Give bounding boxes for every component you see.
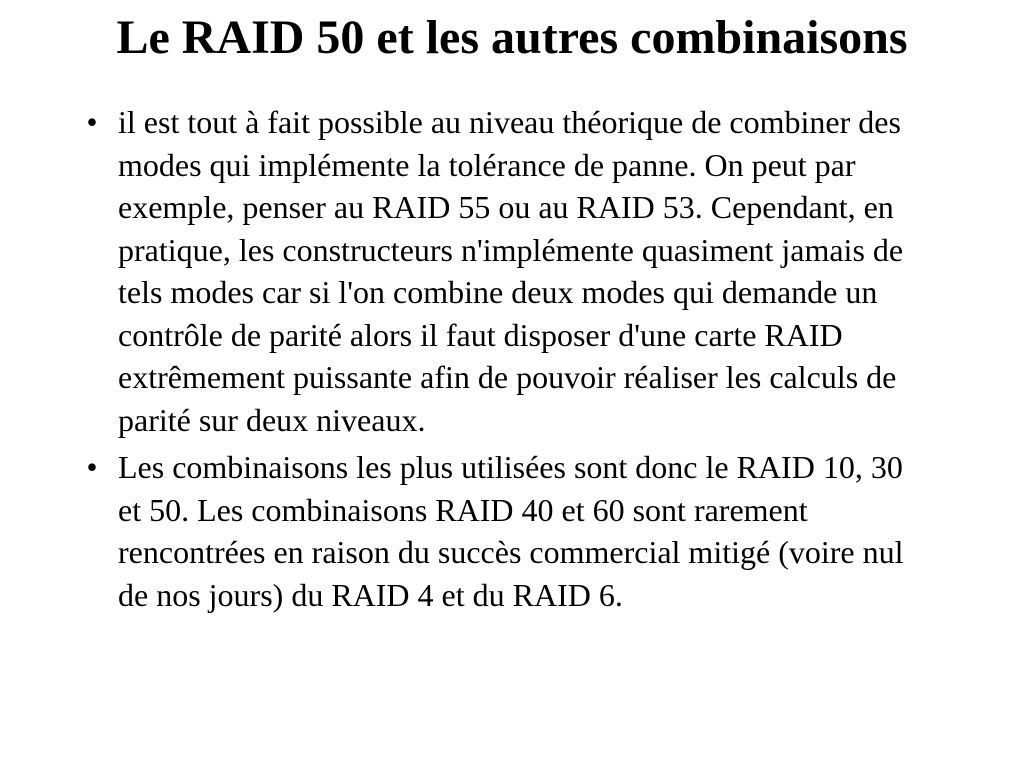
bullet-item (86, 101, 928, 441)
bullet-item (86, 446, 928, 616)
bullet-list (86, 101, 928, 621)
slide-title: Le RAID 50 et les autres combinaisons (116, 11, 908, 64)
bullet-dot-icon: • (86, 104, 98, 140)
bullet-text: Les combinaisons les plus utilisées sont donc le RAID 10, 30 et 50. Les combinaisons RAID 40 et 60 sont rarement rencontrées en raison du succès commercial mitigé (voire nul de nos jours) du RAID 4 et du RAID 6. (118, 449, 904, 613)
bullet-dot-icon: • (86, 449, 98, 485)
bullet-text: il est tout à fait possible au niveau théorique de combiner des modes qui implémente la tolérance de panne. On peut par exemple, penser au RAID 55 ou au RAID 53. Cependant, en pratique, les constructeurs n'implémente quasiment jamais de tels modes car si l'on combine deux modes qui demande un contrôle de parité alors il faut disposer d'une carte RAID extrêmement puissante afin de pouvoir réaliser les calculs de parité sur deux niveaux. (118, 104, 904, 438)
